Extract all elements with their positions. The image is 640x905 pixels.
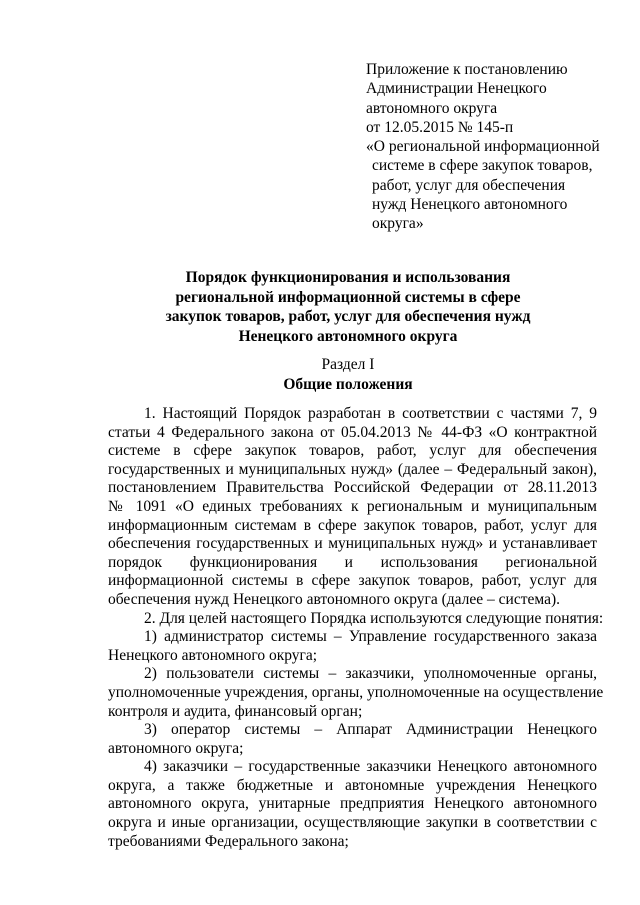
title-line: закупок товаров, работ, услуг для обеспечения нужд [165, 308, 531, 325]
paragraph-line: обеспечения нужд Ненецкого автономного округа (далее – система). [108, 590, 560, 608]
paragraph-line: автономного округа; [108, 739, 244, 757]
paragraph-line: порядок функционирования и использования региональной [108, 553, 597, 571]
title-line: Порядок функционирования и использования [185, 269, 511, 286]
paragraph-line: округа и иные организации, осуществляющие закупки в соответствии с [108, 814, 597, 832]
paragraph [108, 405, 597, 610]
paragraph-line: постановлением Правительства Российской Федерации от 28.11.2013 [108, 479, 597, 497]
title-line: региональной информационной системы в сфере [175, 288, 521, 306]
appendix-line: системе в сфере закупок товаров, [372, 157, 593, 175]
paragraph-line: контроля и аудита, финансовый орган; [108, 702, 363, 720]
paragraph [108, 628, 597, 665]
document-body [108, 405, 604, 851]
appendix-note [366, 60, 626, 234]
paragraph-line: статьи 4 Федерального закона от 05.04.2013 № 44-ФЗ «О контрактной [108, 423, 597, 441]
paragraph-line: 1) администратор системы – Управление государственного заказа [144, 628, 597, 646]
paragraph-line: 2) пользователи системы – заказчики, уполномоченные органы, [144, 665, 597, 683]
paragraph-line: 4) заказчики – государственные заказчики Ненецкого автономного [144, 758, 597, 776]
paragraph-line: Ненецкого автономного округа; [108, 646, 318, 664]
paragraph-line: округа, а также бюджетные и автономные учреждения Ненецкого [108, 776, 597, 794]
section-number: Раздел I [321, 356, 375, 373]
appendix-line: автономного округа [366, 99, 498, 117]
appendix-line: работ, услуг для обеспечения [372, 176, 566, 194]
paragraph-line: 3) оператор системы – Аппарат Администрации Ненецкого [144, 721, 597, 739]
paragraph-line: информационной системы в сфере закупок товаров, работ, услуг для [108, 572, 597, 590]
paragraph [108, 721, 597, 758]
paragraph-line: обеспечения государственных и муниципальных нужд» и устанавливает [108, 535, 597, 553]
appendix-line: Администрации Ненецкого [366, 80, 547, 98]
paragraph-line: автономного округа, унитарные предприятия Ненецкого автономного [108, 795, 597, 813]
paragraph-line: системе в сфере закупок товаров, работ, услуг для обеспечения [108, 442, 597, 460]
section-name: Общие положения [283, 375, 413, 393]
paragraph-line: 1. Настоящий Порядок разработан в соответствии с частями 7, 9 [144, 405, 597, 422]
appendix-line: нужд Ненецкого автономного [372, 196, 568, 214]
appendix-line: Приложение к постановлению [366, 61, 568, 78]
section-heading [60, 355, 636, 394]
paragraph-line: информационным системам в сфере закупок товаров, работ, услуг для [108, 516, 597, 534]
document-title [60, 268, 636, 346]
paragraph-line: 2. Для целей настоящего Порядка используются следующие понятия: [144, 609, 604, 627]
paragraph-line: государственных и муниципальных нужд» (далее – Федеральный закон), [108, 460, 597, 478]
paragraph [108, 758, 597, 851]
appendix-line: «О региональной информационной [366, 138, 600, 156]
paragraph [108, 665, 604, 721]
paragraph [108, 609, 604, 629]
appendix-line: округа» [372, 215, 424, 233]
paragraph-line: уполномоченные учреждения, органы, уполномоченные на осуществление [108, 683, 604, 701]
title-line: Ненецкого автономного округа [238, 327, 458, 345]
appendix-line: от 12.05.2015 № 145-п [366, 118, 514, 136]
paragraph-line: № 1091 «О единых требованиях к региональным и муниципальным [108, 497, 597, 515]
paragraph-line: требованиями Федерального закона; [108, 832, 349, 850]
